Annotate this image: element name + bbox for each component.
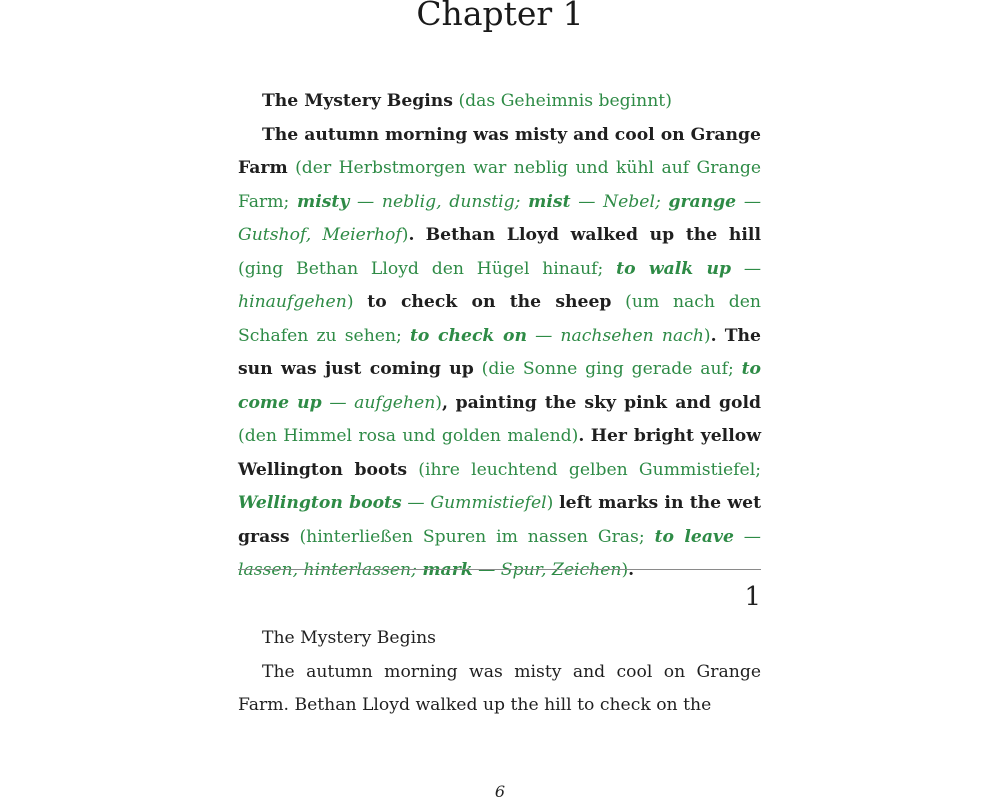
translation-close: ) [346,292,354,312]
parallel-paragraph [238,119,761,588]
sentence-english: Her bright yellow Wellington boots [238,426,762,480]
sentence-english: The sun was just coming up [238,325,761,379]
vocab-gloss: — nachsehen nach [526,325,704,346]
heading-german: (das Geheimnis beginnt) [458,91,672,111]
vocab-gloss: — Gutshof, Meierhof [238,191,762,245]
vocab-term: misty [297,191,350,212]
translation-german: (ihre leuchtend gelben Gummistiefel; [418,459,761,480]
section-divider [238,569,761,570]
vocab-term: to leave [654,526,734,547]
translation-german: (um nach den Schafen zu sehen; [238,292,761,346]
translation-close: ) [703,325,711,346]
sentence-period: . [710,325,717,346]
vocab-gloss: — neblig, dunstig; [349,191,529,212]
sentence-english: The autumn morning was misty and cool on Grange Farm [238,124,761,178]
sentence-period: . [578,426,585,446]
translation-german: (den Himmel rosa und golden malend) [238,426,579,446]
translation-german: (ging Bethan Lloyd den Hügel hinauf; [238,258,617,279]
vocab-gloss: — Gummistiefel [401,493,547,513]
sentence-comma: , [442,392,448,413]
translation-close: ) [621,560,629,580]
vocab-term: to come up [238,359,762,413]
translation-german: (die Sonne ging gerade auf; [481,359,742,379]
translation-close: ) [401,225,409,245]
vocab-term: grange [668,191,737,212]
parallel-text-block [238,85,761,588]
vocab-gloss: — Spur, Zeichen [472,560,622,580]
original-paragraph: The autumn morning was misty and cool on Grange Farm. Bethan Lloyd walked up the hill to check on the [238,661,761,715]
sentence-english: left marks in the wet grass [238,493,762,547]
vocab-gloss: — aufgehen [321,392,436,413]
sentence-period: . [408,225,415,245]
vocab-term: mark [422,560,473,580]
vocab-gloss: — lassen, hinterlassen; [238,526,761,580]
vocab-term: Wellington boots [238,493,402,513]
original-text-block [238,622,761,723]
vocab-term: to walk up [616,258,732,279]
translation-close: ) [546,493,554,513]
parallel-heading [238,85,761,119]
chapter-title: Chapter 1 [416,0,584,33]
sentence-period: . [628,560,635,580]
translation-german: (hinterließen Spuren im nassen Gras; [299,526,655,547]
section-number: 1 [744,582,761,612]
translation-german: (der Herbstmorgen war neblig und kühl auf Grange Farm; [238,158,761,212]
vocab-gloss: — hinaufgehen [238,258,762,312]
vocab-term: mist [528,191,571,212]
original-heading: The Mystery Begins [262,628,436,648]
sentence-english: to check on the sheep [367,292,612,312]
sentence-english: painting the sky pink and gold [455,392,762,413]
heading-english: The Mystery Begins [262,91,453,111]
sentence-english: Bethan Lloyd walked up the hill [425,225,761,245]
vocab-gloss: — Nebel; [570,191,669,212]
vocab-term: to check on [409,325,527,346]
page-number: 6 [494,782,506,801]
translation-close: ) [435,392,442,413]
